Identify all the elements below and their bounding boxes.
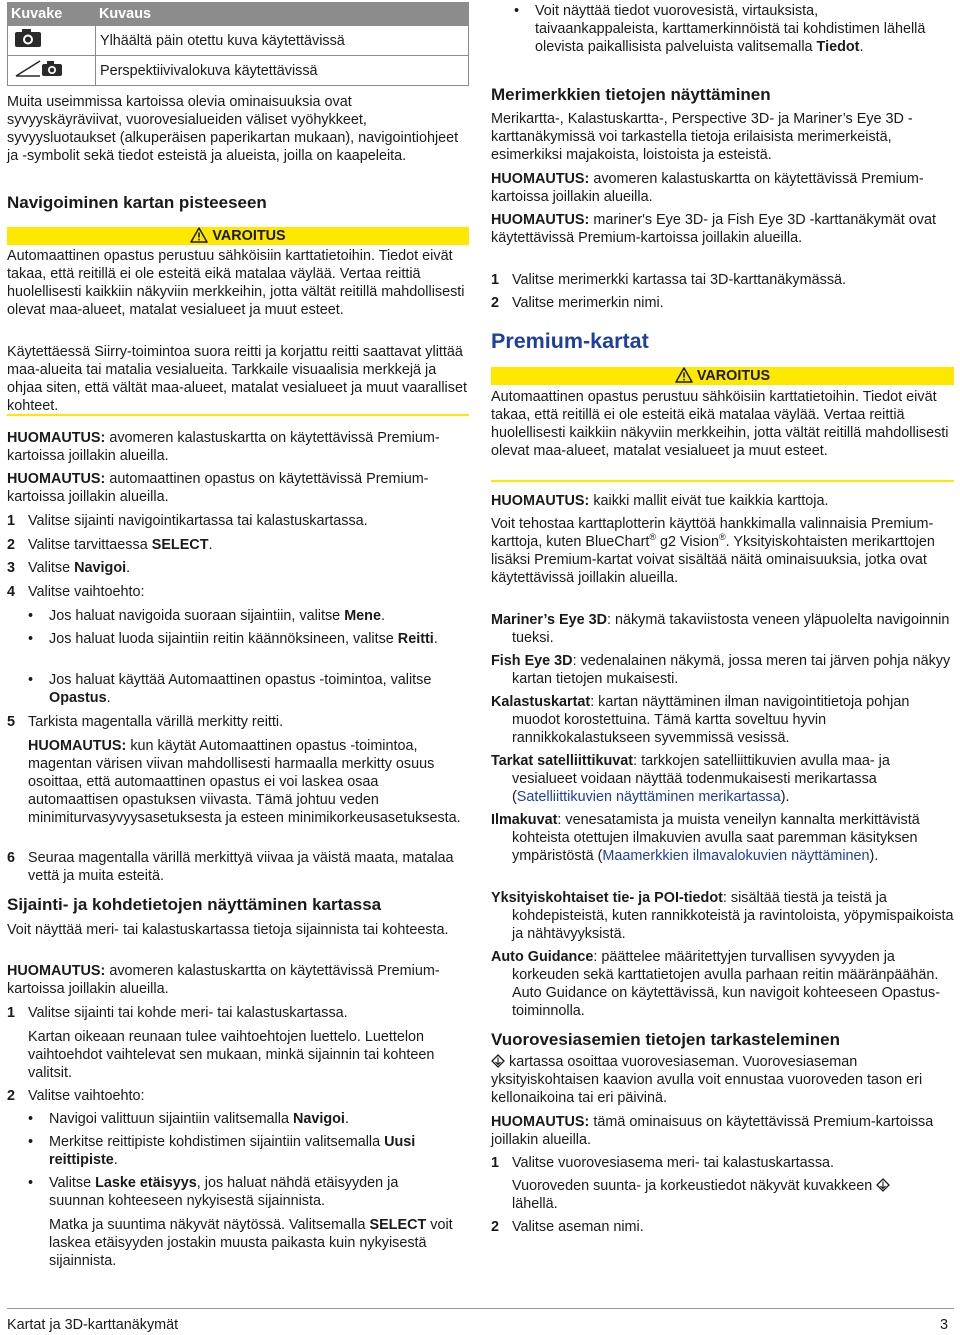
list-item: • Jos haluat navigoida suoraan sijaintiin, valitse Mene. bbox=[28, 608, 385, 624]
camera-perspective-view-icon bbox=[14, 57, 64, 79]
feature-item: Kalastuskartat: kartan näyttäminen ilman navigointitietoja pohjan muodot korostettuina. Tämä kartta soveltuu hyvin rannikkokalastukseen syvemmissä vesissä. bbox=[491, 694, 910, 746]
footer-section-title: Kartat ja 3D-karttanäkymät bbox=[7, 1317, 179, 1333]
warning-triangle-icon bbox=[675, 367, 693, 383]
table-cell-desc: Perspektiivivalokuva käytettävissä bbox=[96, 56, 469, 86]
tide-heading: Vuorovesiasemien tietojen tarkasteleminen bbox=[491, 1030, 840, 1049]
tide-station-icon bbox=[876, 1178, 890, 1192]
feature-item: Ilmakuvat: venesatamista ja muista veneilyn kannalta merkittävistä kohteista otettujen ilmakuvien avulla saat paremman käsityksen ympäristöstä (Maamerkkien ilmavalokuvien näyttäminen). bbox=[491, 812, 920, 864]
step-item: 1 Valitse vuorovesiasema meri- tai kalastuskartassa. bbox=[491, 1155, 835, 1171]
step-item: 2 Valitse vaihtoehto: bbox=[7, 1088, 145, 1104]
warning-text: Automaattinen opastus perustuu sähköisiin karttatietoihin. Tiedot eivät takaa, että reitillä ei ole esteitä eikä matalaa väylää. Vertaa reittiä huolellisesti kaikkiin näkyviin merkkeihin, jotta vältät reitillä mahdollisesti olevat maa-alueet, matalat vesialueet ja muut esteet. bbox=[7, 248, 465, 318]
markers-heading: Merimerkkien tietojen näyttäminen bbox=[491, 85, 771, 104]
feature-item: Auto Guidance: päättelee määritettyjen turvallisen syvyyden ja korkeuden sekä karttatietojen avulla parhaan reitin määränpäähän. Auto Guidance on käytettävissä, kun navigoit kohteeseen Opastus-toiminnolla. bbox=[491, 949, 940, 1019]
note-paragraph: HUOMAUTUS: automaattinen opastus on käytettävissä Premium-kartoissa joillakin alueilla. bbox=[7, 471, 429, 505]
list-item: • Valitse Laske etäisyys, jos haluat nähdä etäisyyden ja suunnan kohteeseen nykyisestä sijainnista. bbox=[28, 1175, 399, 1209]
location-heading: Sijainti- ja kohdetietojen näyttäminen kartassa bbox=[7, 895, 382, 914]
page-number: 3 bbox=[940, 1317, 949, 1333]
step-detail: Vuoroveden suunta- ja korkeustiedot näkyvät kuvakkeen lähellä. bbox=[512, 1177, 932, 1213]
nav-heading: Navigoiminen kartan pisteeseen bbox=[7, 193, 267, 212]
step-detail: Kartan oikeaan reunaan tulee vaihtoehtojen luettelo. Luettelon vaihtoehdot vaihtelevat sen mukaan, minkä sijainnin tai kohteen valitsit. bbox=[28, 1029, 435, 1081]
step-detail: Matka ja suuntima näkyvät näytössä. Valitsemalla SELECT voit laskea etäisyyden jostakin muusta paikasta kuin nykyisestä sijainnista. bbox=[49, 1217, 453, 1269]
list-item: • Merkitse reittipiste kohdistimen sijaintiin valitsemalla Uusi reittipiste. bbox=[28, 1134, 416, 1168]
note-paragraph: HUOMAUTUS: avomeren kalastuskartta on käytettävissä Premium-kartoissa joillakin alueilla. bbox=[7, 430, 440, 464]
step-item: 1 Valitse merimerkki kartassa tai 3D-karttanäkymässä. bbox=[491, 272, 847, 288]
location-intro: Voit näyttää meri- tai kalastuskartassa tietoja sijainnista tai kohteesta. bbox=[7, 922, 449, 938]
table-header-desc: Kuvaus bbox=[96, 3, 469, 26]
step-item: 5 Tarkista magentalla värillä merkitty reitti. bbox=[7, 714, 284, 730]
feature-item: Yksityiskohtaiset tie- ja POI-tiedot: sisältää tiestä ja teistä ja kohdepisteistä, kuten rannikkoteistä ja ravintoloista, yöpymispaikoista ja nähtävyyksistä. bbox=[491, 890, 954, 942]
aerial-photos-link[interactable]: Maamerkkien ilmavalokuvien näyttäminen bbox=[602, 848, 870, 864]
camera-top-view-icon bbox=[14, 28, 42, 48]
note-paragraph: HUOMAUTUS: mariner's Eye 3D- ja Fish Eye 3D -karttanäkymät ovat käytettävissä Premium-kartoissa joillakin alueilla. bbox=[491, 212, 936, 246]
list-item: • Jos haluat käyttää Automaattinen opastus -toimintoa, valitse Opastus. bbox=[28, 672, 432, 706]
warning-triangle-icon bbox=[190, 227, 208, 243]
warning-divider bbox=[7, 414, 469, 416]
table-row bbox=[8, 26, 469, 56]
warning-label: VAROITUS bbox=[696, 368, 771, 384]
note-paragraph: HUOMAUTUS: avomeren kalastuskartta on käytettävissä Premium-kartoissa joillakin alueilla. bbox=[491, 171, 924, 205]
list-item: • Jos haluat luoda sijaintiin reitin käännöksineen, valitse Reitti. bbox=[28, 631, 438, 647]
step-item: 1 Valitse sijainti tai kohde meri- tai kalastuskartassa. bbox=[7, 1005, 348, 1021]
premium-intro: Voit tehostaa karttaplotterin käyttöä hankkimalla valinnaisia Premium-karttoja, kuten BlueChart® g2 Vision®. Yksityiskohtaisten merikarttojen lisäksi Premium-kartat voivat sisältää näitä ominaisuuksia, jotka ovat käytettävissä joillakin alueilla. bbox=[491, 516, 935, 586]
warning-label: VAROITUS bbox=[212, 228, 286, 244]
satellite-link[interactable]: Satelliittikuvien näyttäminen merikartassa bbox=[516, 789, 781, 805]
table-header-icon: Kuvake bbox=[8, 3, 96, 26]
markers-intro: Merikartta-, Kalastuskartta-, Perspective 3D- ja Mariner’s Eye 3D -karttanäkymissä voi tarkastella tietoja erilaisista merimerkeistä, esimerkiksi majakoista, loistoista ja esteistä. bbox=[491, 111, 913, 163]
list-item: • Navigoi valittuun sijaintiin valitsemalla Navigoi. bbox=[28, 1111, 349, 1127]
footer-divider bbox=[7, 1308, 954, 1309]
step-item: 4 Valitse vaihtoehto: bbox=[7, 584, 145, 600]
feature-item: Fish Eye 3D: vedenalainen näkymä, jossa meren tai järven pohja näkyy kartan tietojen mukaisesti. bbox=[491, 653, 951, 687]
step-item: 2 Valitse tarvittaessa SELECT. bbox=[7, 537, 213, 553]
warning-text-2: Käytettäessä Siirry-toimintoa suora reitti ja korjattu reitti saattavat ylittää maa-alueita tai matalia vesialueita. Tarkkaile visuaalisia merkkejä ja ohjaa siten, että vältät maa-alueet, matalat vesialueet ja muut vaaralliset kohteet. bbox=[7, 344, 467, 414]
note-paragraph: HUOMAUTUS: kaikki mallit eivät tue kaikkia karttoja. bbox=[491, 493, 829, 509]
tide-station-icon bbox=[491, 1054, 505, 1068]
table-row bbox=[8, 56, 469, 86]
intro-paragraph: Muita useimmissa kartoissa olevia ominaisuuksia ovat syvyyskäyräviivat, vuorovesialueiden väliset vyöhykkeet, syvyysluotaukset (alkuperäisen paperikartan mukaan), navigointiohjeet ja -symbolit sekä tiedot esteistä ja alueista, joilla on kaapeleita. bbox=[7, 94, 459, 164]
warning-text: Automaattinen opastus perustuu sähköisiin karttatietoihin. Tiedot eivät takaa, että reitillä ei ole esteitä eikä matalaa väylää. Vertaa reittiä huolellisesti kaikkiin näkyviin merkkeihin, jotta vältät reitillä mahdollisesti olevat maa-alueet, matalat vesialueet ja muut esteet. bbox=[491, 389, 949, 459]
feature-item: Tarkat satelliittikuvat: tarkkojen satelliittikuvien avulla maa- ja vesialueet voidaan näyttää todenmukaisesti merikartassa (Satelliittikuvien näyttäminen merikartassa). bbox=[491, 753, 890, 805]
icon-table bbox=[7, 2, 469, 86]
premium-heading: Premium-kartat bbox=[491, 329, 649, 353]
step-item: 2 Valitse aseman nimi. bbox=[491, 1219, 644, 1235]
warning-banner bbox=[7, 227, 469, 245]
note-paragraph: HUOMAUTUS: tämä ominaisuus on käytettävissä Premium-kartoissa joillakin alueilla. bbox=[491, 1114, 934, 1148]
step-item: 3 Valitse Navigoi. bbox=[7, 560, 131, 576]
note-paragraph: HUOMAUTUS: avomeren kalastuskartta on käytettävissä Premium-kartoissa joillakin alueilla. bbox=[7, 963, 440, 997]
step-note: HUOMAUTUS: kun käytät Automaattinen opastus -toimintoa, magentan värisen viivan mahdollisesti harmaalla merkitty osuus osoittaa, että automaattinen opastus ei voi laskea osaa automaattisen opastuksen viivasta. Tämä johtuu veden minimiturvasyvyysasetuksesta ja esteen minimikorkeusasetuksesta. bbox=[28, 738, 461, 826]
table-cell-desc: Ylhäältä päin otettu kuva käytettävissä bbox=[96, 26, 469, 56]
step-item: 6 Seuraa magentalla värillä merkittyä viivaa ja väistä maata, matalaa vettä ja muita esteitä. bbox=[7, 850, 454, 884]
step-item: 1 Valitse sijainti navigointikartassa tai kalastuskartassa. bbox=[7, 513, 368, 529]
tide-intro: kartassa osoittaa vuorovesiaseman. Vuorovesiaseman yksityiskohtaisen kaavion avulla voit ennustaa vuoroveden tason eri kellonaikoina tai eri päivinä. bbox=[491, 1054, 923, 1106]
list-item: • Voit näyttää tiedot vuorovesistä, virtauksista, taivaankappaleista, karttamerkinnöistä tai kohdistimen lähellä olevista paikallisista palveluista valitsemalla Tiedot. bbox=[514, 3, 926, 55]
warning-divider bbox=[491, 480, 954, 482]
step-item: 2 Valitse merimerkin nimi. bbox=[491, 295, 664, 311]
feature-item: Mariner’s Eye 3D: näkymä takaviistosta veneen yläpuolelta navigoinnin tueksi. bbox=[491, 612, 950, 646]
warning-banner bbox=[491, 367, 954, 385]
